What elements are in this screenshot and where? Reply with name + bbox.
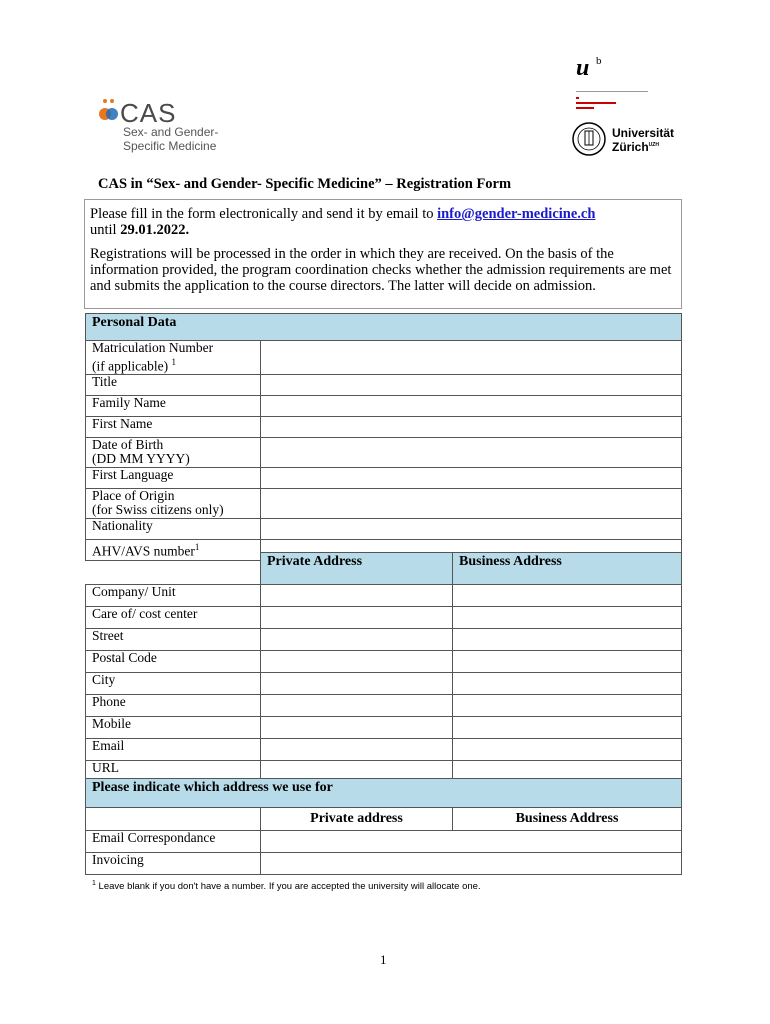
business-mobile-input[interactable] <box>453 717 682 739</box>
email-link[interactable]: info@gender-medicine.ch <box>437 206 596 222</box>
deadline-date: 29.01.2022. <box>120 222 190 238</box>
uzh-logo-line1: Universität <box>612 126 675 140</box>
uzh-logo-zurich: Zürich <box>612 140 649 154</box>
address-label-url: URL <box>86 761 261 783</box>
field-label-matriculation: Matriculation Number (if applicable) $^1$ <box>86 341 261 375</box>
business-company-input[interactable] <box>453 585 682 607</box>
usage-private-header: Private address <box>261 808 453 831</box>
address-label-care-of: Care of/ cost center <box>86 607 261 629</box>
business-postal-code-input[interactable] <box>453 651 682 673</box>
intro-text: Please fill in the form electronically and send it by email to <box>90 206 438 222</box>
business-phone-input[interactable] <box>453 695 682 717</box>
unibe-logo-rule <box>576 91 648 92</box>
usage-business-header: Business Address <box>453 808 682 831</box>
address-label-phone: Phone <box>86 695 261 717</box>
address-usage-table <box>85 778 682 875</box>
business-email-input[interactable] <box>453 739 682 761</box>
address-label-postal-code: Postal Code <box>86 651 261 673</box>
business-city-input[interactable] <box>453 673 682 695</box>
cas-logo-text: CAS <box>120 98 177 128</box>
unibe-logo-u: u <box>576 55 590 81</box>
matriculation-input[interactable] <box>261 341 682 375</box>
private-care-of-input[interactable] <box>261 607 453 629</box>
footnote <box>92 880 481 892</box>
field-label-ahv-avs: AHV/AVS number$^1$ <box>86 539 261 560</box>
address-label-email: Email <box>86 739 261 761</box>
uzh-logo-line2 <box>612 140 659 154</box>
first-name-input[interactable] <box>261 416 682 437</box>
address-label-mobile: Mobile <box>86 717 261 739</box>
cas-logo <box>98 98 258 158</box>
personal-data-table <box>85 313 682 561</box>
footnote-mark: 1 <box>92 880 96 887</box>
address-usage-header: Please indicate which address we use for <box>86 779 682 808</box>
usage-label-invoicing: Invoicing <box>86 853 261 875</box>
private-email-input[interactable] <box>261 739 453 761</box>
private-mobile-input[interactable] <box>261 717 453 739</box>
business-care-of-input[interactable] <box>453 607 682 629</box>
nationality-input[interactable] <box>261 518 682 539</box>
address-header-blank <box>86 553 261 585</box>
email-correspondence-choice[interactable] <box>261 831 682 853</box>
family-name-input[interactable] <box>261 395 682 416</box>
address-label-city: City <box>86 673 261 695</box>
title-input[interactable] <box>261 374 682 395</box>
usage-label-email-correspondence: Email Correspondance <box>86 831 261 853</box>
unibe-logo-b: b <box>596 55 602 67</box>
cas-logo-subtitle-line2: Specific Medicine <box>123 139 217 153</box>
field-label-first-language: First Language <box>86 467 261 488</box>
private-company-input[interactable] <box>261 585 453 607</box>
private-postal-code-input[interactable] <box>261 651 453 673</box>
private-street-input[interactable] <box>261 629 453 651</box>
intro-box <box>84 199 682 309</box>
address-table <box>85 552 682 783</box>
private-city-input[interactable] <box>261 673 453 695</box>
field-label-first-name: First Name <box>86 416 261 437</box>
personal-data-header: Personal Data <box>86 314 682 341</box>
field-label-date-of-birth: Date of Birth (DD MM YYYY) <box>86 437 261 467</box>
field-label-family-name: Family Name <box>86 395 261 416</box>
address-label-company: Company/ Unit <box>86 585 261 607</box>
cas-logo-mark-icon <box>98 98 122 124</box>
field-label-title: Title <box>86 374 261 395</box>
intro-paragraph-2: Registrations will be processed in the order in which they are received. On the basis of the information provided, the program coordination checks whether the admission requirements are met and submits the application to the course directors. The latter will decide on admission. <box>90 246 672 294</box>
business-address-header: Business Address <box>453 553 682 585</box>
field-label-nationality: Nationality <box>86 518 261 539</box>
page-title: CAS in “Sex- and Gender- Specific Medicine” – Registration Form <box>98 176 512 192</box>
invoicing-choice[interactable] <box>261 853 682 875</box>
footnote-text: Leave blank if you don't have a number. If you are accepted the university will allocate one. <box>95 881 481 893</box>
business-street-input[interactable] <box>453 629 682 651</box>
private-address-header: Private Address <box>261 553 453 585</box>
usage-header-blank <box>86 808 261 831</box>
place-of-origin-input[interactable] <box>261 488 682 518</box>
cas-logo-subtitle-line1: Sex- and Gender- <box>123 125 219 139</box>
unibe-logo-small-text-icon <box>576 95 626 113</box>
intro-paragraph-1 <box>90 206 676 238</box>
intro-until: until <box>90 222 121 238</box>
uzh-logo-sup: UZH <box>648 142 659 148</box>
first-language-input[interactable] <box>261 467 682 488</box>
address-label-street: Street <box>86 629 261 651</box>
uzh-seal-icon <box>572 122 606 156</box>
date-of-birth-input[interactable] <box>261 437 682 467</box>
private-phone-input[interactable] <box>261 695 453 717</box>
page-number: 1 <box>380 952 387 967</box>
field-label-place-of-origin: Place of Origin (for Swiss citizens only) <box>86 488 261 518</box>
uzh-logo <box>572 122 692 162</box>
unibe-logo <box>576 55 666 115</box>
